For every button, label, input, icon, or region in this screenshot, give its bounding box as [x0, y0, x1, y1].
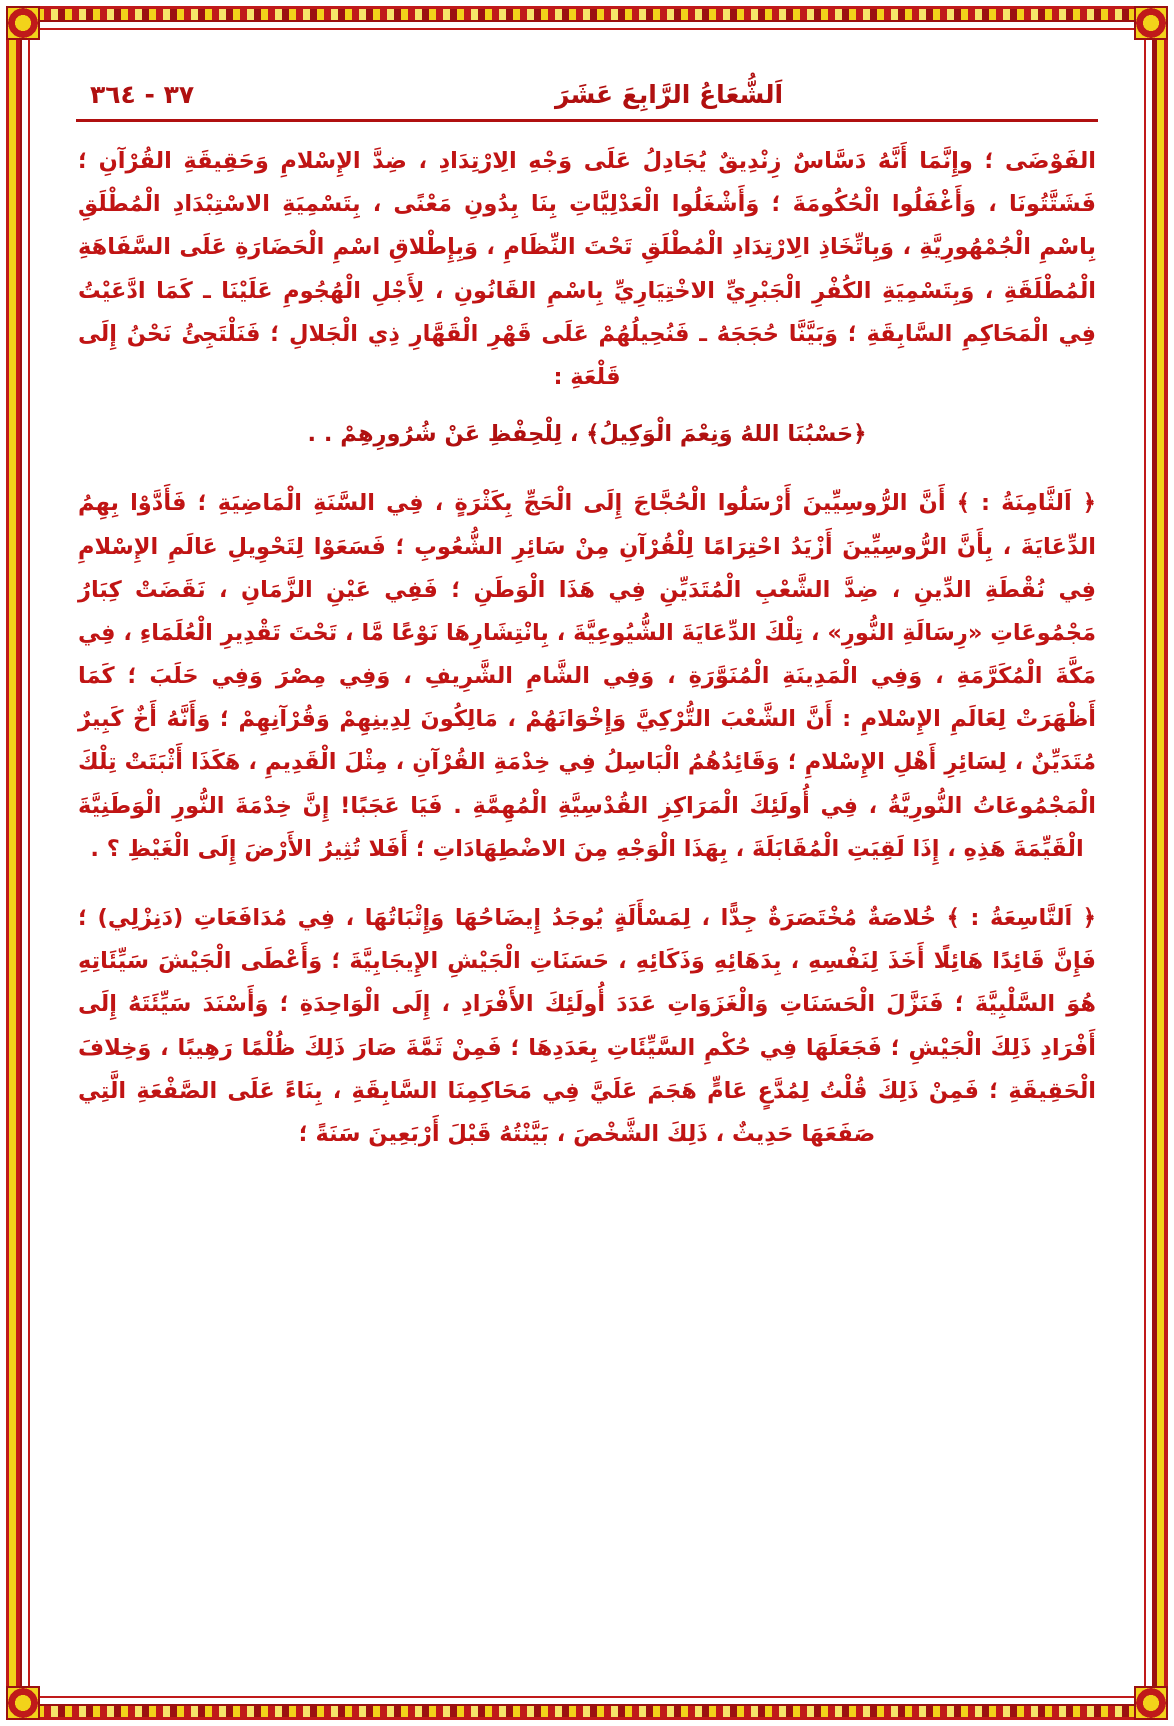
corner-ornament-top-left [6, 6, 40, 40]
corner-ornament-top-right [1134, 6, 1168, 40]
page-number: ٣٧ - ٣٦٤ [90, 80, 195, 109]
corner-ornament-bottom-left [6, 1686, 40, 1720]
quran-verse-line: ﴿حَسْبُنَا اللهُ وَنِعْمَ الْوَكِيلُ﴾ ، لِلْحِفْظِ عَنْ شُرُورِهِمْ . . [307, 421, 867, 448]
page-content [46, 46, 1128, 1686]
paragraph-3: ﴿ اَلتَّاسِعَةُ : ﴾ خُلاصَةٌ مُخْتَصَرَةٌ جِدًّا ، لِمَسْأَلَةٍ يُوجَدُ إِيضَاحُهَا وَإِثْبَاتُهَا ، فِي مُدَافَعَاتِ (دَنِزْلِي) ؛ فَإِنَّ قَائِدًا هَائِلًا أَخَذَ لِنَفْسِهِ ، بِدَهَائِهِ وَذَكَائِهِ ، حَسَنَاتِ الْجَيْشِ الإِيجَابِيَّةَ ؛ وَأَعْطَى الْجَيْشَ سَيِّئَاتِهِ هُوَ السَّلْبِيَّةَ ؛ فَنَزَّلَ الْحَسَنَاتِ وَالْغَزَوَاتِ عَدَدَ أُولَئِكَ الأَفْرَادِ ، إِلَى الْوَاحِدَةِ ؛ وَأَسْنَدَ سَيِّئَتَهُ إِلَى أَفْرَادِ ذَلِكَ الْجَيْشِ ؛ فَجَعَلَهَا فِي حُكْمِ السَّيِّئَاتِ بِعَدَدِهَا ؛ فَمِنْ ثَمَّةَ صَارَ ذَلِكَ ظُلْمًا رَهِيبًا ، وَخِلافَ الْحَقِيقَةِ ؛ فَمِنْ ذَلِكَ قُلْتُ لِمُدَّعٍ عَامٍّ هَجَمَ عَلَيَّ فِي مَحَاكِمِنَا السَّابِقَةِ ، بِنَاءً عَلَى الصَّفْعَةِ الَّتِي صَفَعَهَا حَدِيثٌ ، ذَلِكَ الشَّخْصَ ، بَيَّنْتُهُ قَبْلَ أَرْبَعِينَ سَنَةً ؛ [78, 905, 1096, 1147]
page-title: اَلشُّعَاعُ الرَّابِعَ عَشَرَ [555, 80, 784, 109]
paragraph-1: الفَوْضَى ؛ وإِنَّمَا أَنَّهُ دَسَّاسٌ زِنْدِيقٌ يُجَادِلُ عَلَى وَجْهِ الِارْتِدَادِ ، ضِدَّ الإِسْلامِ وَحَقِيقَةِ القُرْآنِ ؛ فَشَتَّتُونَا ، وَأَغْفَلُوا الْحُكُومَةَ ؛ وَأَشْغَلُوا الْعَدْلِيَّاتِ بِنَا بِدُونِ مَعْنًى ، بِتَسْمِيَةِ الاسْتِبْدَادِ الْمُطْلَقِ بِاسْمِ الْجُمْهُورِيَّةِ ، وَبِاتِّخَاذِ الِارْتِدَادِ الْمُطْلَقِ تَحْتَ النِّظَامِ ، وَبِإِطْلاقِ اسْمِ الْحَضَارَةِ عَلَى السَّفَاهَةِ الْمُطْلَقَةِ ، وَبِتَسْمِيَةِ الكُفْرِ الْجَبْرِيِّ الاخْتِيَارِيِّ بِاسْمِ القَانُونِ ، لِأَجْلِ الْهُجُومِ عَلَيْنَا ـ كَمَا ادَّعَيْتُ فِي الْمَحَاكِمِ السَّابِقَةِ ؛ وَبَيَّنَّا حُجَجَهُ ـ فَنُحِيلُهُمْ عَلَى قَهْرِ الْقَهَّارِ ذِي الْجَلالِ ؛ فَنَلْتَجِئُ نَحْنُ إِلَى قَلْعَةِ : [78, 148, 1096, 390]
page-header [72, 68, 1102, 109]
paragraph-2: ﴿ اَلثَّامِنَةُ : ﴾ أَنَّ الرُّوسِيِّينَ أَرْسَلُوا الْحُجَّاجَ إِلَى الْحَجِّ بِكَثْرَةٍ ، فِي السَّنَةِ الْمَاضِيَةِ ؛ فَأَدَّوْا بِهِمُ الدِّعَايَةَ ، بِأَنَّ الرُّوسِيِّينَ أَزْيَدُ احْتِرَامًا لِلْقُرْآنِ مِنْ سَائِرِ الشُّعُوبِ ؛ فَسَعَوْا لِتَحْوِيلِ عَالَمِ الإِسْلامِ فِي نُقْطَةِ الدِّينِ ، ضِدَّ الشَّعْبِ الْمُتَدَيِّنِ فِي هَذَا الْوَطَنِ ؛ فَفِي عَيْنِ الزَّمَانِ ، نَقَضَتْ كِبَارُ مَجْمُوعَاتِ «رِسَالَةِ النُّورِ» ، تِلْكَ الدِّعَايَةَ الشُّيُوعِيَّةَ ، بِانْتِشَارِهَا نَوْعًا مَّا ، تَحْتَ تَقْدِيرِ الْعُلَمَاءِ ، فِي مَكَّةَ الْمُكَرَّمَةِ ، وَفِي الْمَدِينَةِ الْمُنَوَّرَةِ ، وَفِي الشَّامِ الشَّرِيفِ ، وَفِي مِصْرَ وَفِي حَلَبَ ؛ كَمَا أَظْهَرَتْ لِعَالَمِ الإِسْلامِ : أَنَّ الشَّعْبَ التُّرْكِيَّ وَإِخْوَانَهُمْ ، مَالِكُونَ لِدِينِهِمْ وَقُرْآنِهِمْ ؛ وَأَنَّهُ أَخٌ كَبِيرٌ مُتَدَيِّنٌ ، لِسَائِرِ أَهْلِ الإِسْلامِ ؛ وَقَائِدُهُمُ الْبَاسِلُ فِي خِدْمَةِ القُرْآنِ ، مِثْلَ الْقَدِيمِ ، هَكَذَا أَثْبَتَتْ تِلْكَ الْمَجْمُوعَاتُ النُّورِيَّةُ ، فِي أُولَئِكَ الْمَرَاكِزِ القُدْسِيَّةِ الْمُهِمَّةِ . فَيَا عَجَبًا! إِنَّ خِدْمَةَ النُّورِ الْوَطَنِيَّةَ الْقَيِّمَةَ هَذِهِ ، إِذَا لَقِيَتِ الْمُقَابَلَةَ ، بِهَذَا الْوَجْهِ مِنَ الاضْطِهَادَاتِ ؛ أَفَلا تُثِيرُ الأَرْضَ إِلَى الْغَيْظِ ؟ . [78, 490, 1096, 862]
corner-ornament-bottom-right [1134, 1686, 1168, 1720]
document-body [72, 140, 1102, 1156]
header-divider [76, 119, 1098, 122]
